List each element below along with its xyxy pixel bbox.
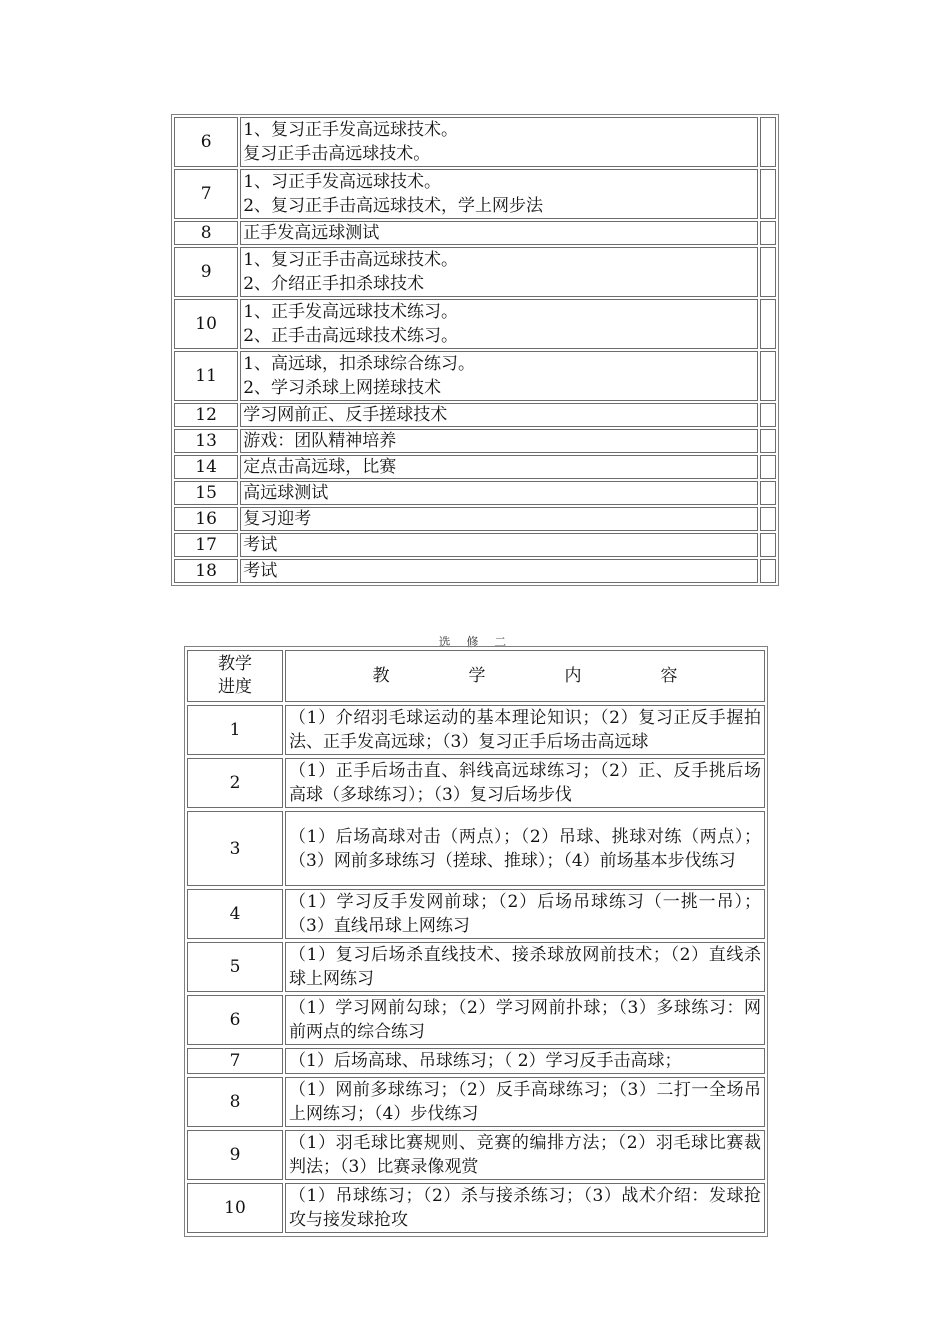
progress-number: 1 [187,705,283,755]
progress-number: 10 [187,1183,283,1233]
table-row [174,481,776,505]
teaching-content: （1）学习网前勾球；（2）学习网前扑球；（3）多球练习：网前两点的综合练习 [285,995,765,1045]
lesson-content [240,221,758,245]
elective-caption: 选 修 二 [438,635,513,649]
lesson-line: 2、介绍正手扣杀球技术 [243,274,425,294]
progress-header-line2: 进度 [218,677,252,697]
blank-cell [760,507,776,531]
lesson-content [240,403,758,427]
table-row [187,889,765,939]
blank-cell [760,559,776,583]
blank-cell [760,533,776,557]
elective-table [184,646,768,1237]
teaching-content: （1）羽毛球比赛规则、竞赛的编排方法；（2）羽毛球比赛裁判法；（3）比赛录像观赏 [285,1130,765,1180]
table-row [174,559,776,583]
teaching-content: （1）后场高球对击（两点）；（2）吊球、挑球对练（两点）；（3）网前多球练习（搓球、推球）；（4）前场基本步伐练习 [285,811,765,886]
lesson-content [240,247,758,297]
blank-cell [760,169,776,219]
progress-header [187,650,283,702]
week-number: 12 [174,403,238,427]
blank-cell [760,481,776,505]
lesson-line: 复习正手击高远球技术。 [243,144,431,164]
lesson-content [240,481,758,505]
progress-number: 3 [187,811,283,886]
table-row [187,995,765,1045]
table-row [174,533,776,557]
content-header-char: 容 [660,666,678,686]
lesson-content [240,117,758,167]
lesson-line: 定点击高远球，比赛 [243,457,397,477]
blank-cell [760,247,776,297]
table-row [174,429,776,453]
blank-cell [760,221,776,245]
progress-number: 4 [187,889,283,939]
table-row [174,169,776,219]
teaching-content: （1）正手后场击直、斜线高远球练习；（2）正、反手挑后场高球（多球练习）；（3）复习后场步伐 [285,758,765,808]
teaching-content: （1）介绍羽毛球运动的基本理论知识；（2）复习正反手握拍法、正手发高远球；（3）复习正手后场击高远球 [285,705,765,755]
lesson-line: 1、正手发高远球技术练习。 [243,302,459,322]
table-row [174,117,776,167]
blank-cell [760,299,776,349]
lesson-content [240,429,758,453]
progress-number: 5 [187,942,283,992]
table-row [187,1048,765,1074]
lesson-line: 1、复习正手击高远球技术。 [243,250,459,270]
teaching-content: （1）复习后场杀直线技术、接杀球放网前技术；（2）直线杀球上网练习 [285,942,765,992]
blank-cell [760,351,776,401]
progress-number: 7 [187,1048,283,1074]
content-header-char: 教 [372,666,390,686]
blank-cell [760,403,776,427]
week-number: 14 [174,455,238,479]
lesson-content [240,507,758,531]
lesson-line: 学习网前正、反手搓球技术 [243,405,448,425]
table-row [187,1077,765,1127]
week-number: 7 [174,169,238,219]
table-row [174,403,776,427]
week-number: 11 [174,351,238,401]
lesson-content [240,351,758,401]
lesson-line: 1、习正手发高远球技术。 [243,172,442,192]
table-row [187,758,765,808]
week-number: 17 [174,533,238,557]
progress-header-line1: 教学 [218,654,252,674]
content-header-char: 内 [564,666,582,686]
lesson-line: 2、学习杀球上网搓球技术 [243,378,442,398]
lesson-line: 考试 [243,535,278,555]
week-number: 13 [174,429,238,453]
table-row [174,221,776,245]
teaching-content: （1）后场高球、吊球练习；（ 2）学习反手击高球； [285,1048,765,1074]
teaching-content: （1）学习反手发网前球；（2）后场吊球练习（一挑一吊）；（3）直线吊球上网练习 [285,889,765,939]
content-header-char: 学 [468,666,486,686]
lesson-content [240,299,758,349]
lesson-line: 正手发高远球测试 [243,223,380,243]
progress-number: 2 [187,758,283,808]
table-row [187,705,765,755]
lesson-line: 1、高远球，扣杀球综合练习。 [243,354,476,374]
lesson-content [240,559,758,583]
content-header [285,650,765,702]
table-row [174,455,776,479]
week-number: 8 [174,221,238,245]
table-row [174,299,776,349]
progress-number: 8 [187,1077,283,1127]
week-number: 10 [174,299,238,349]
header-row [187,650,765,702]
progress-number: 6 [187,995,283,1045]
lesson-content [240,169,758,219]
lesson-line: 游戏：团队精神培养 [243,431,397,451]
lesson-line: 2、正手击高远球技术练习。 [243,326,459,346]
lesson-line: 2、复习正手击高远球技术，学上网步法 [243,196,544,216]
blank-cell [760,429,776,453]
lesson-content [240,533,758,557]
blank-cell [760,455,776,479]
table-row [187,811,765,886]
lesson-line: 高远球测试 [243,483,329,503]
schedule-table [171,114,779,586]
blank-cell [760,117,776,167]
lesson-line: 复习迎考 [243,509,312,529]
teaching-content: （1）网前多球练习；（2）反手高球练习；（3）二打一全场吊上网练习；（4）步伐练习 [285,1077,765,1127]
teaching-content: （1）吊球练习；（2）杀与接杀练习；（3）战术介绍：发球抢攻与接发球抢攻 [285,1183,765,1233]
table-row [187,942,765,992]
week-number: 15 [174,481,238,505]
progress-number: 9 [187,1130,283,1180]
week-number: 6 [174,117,238,167]
week-number: 16 [174,507,238,531]
lesson-line: 考试 [243,561,278,581]
lesson-content [240,455,758,479]
week-number: 18 [174,559,238,583]
table-row [174,247,776,297]
lesson-line: 1、复习正手发高远球技术。 [243,120,459,140]
table-row [187,1183,765,1233]
week-number: 9 [174,247,238,297]
table-row [187,1130,765,1180]
table-row [174,351,776,401]
table-row [174,507,776,531]
